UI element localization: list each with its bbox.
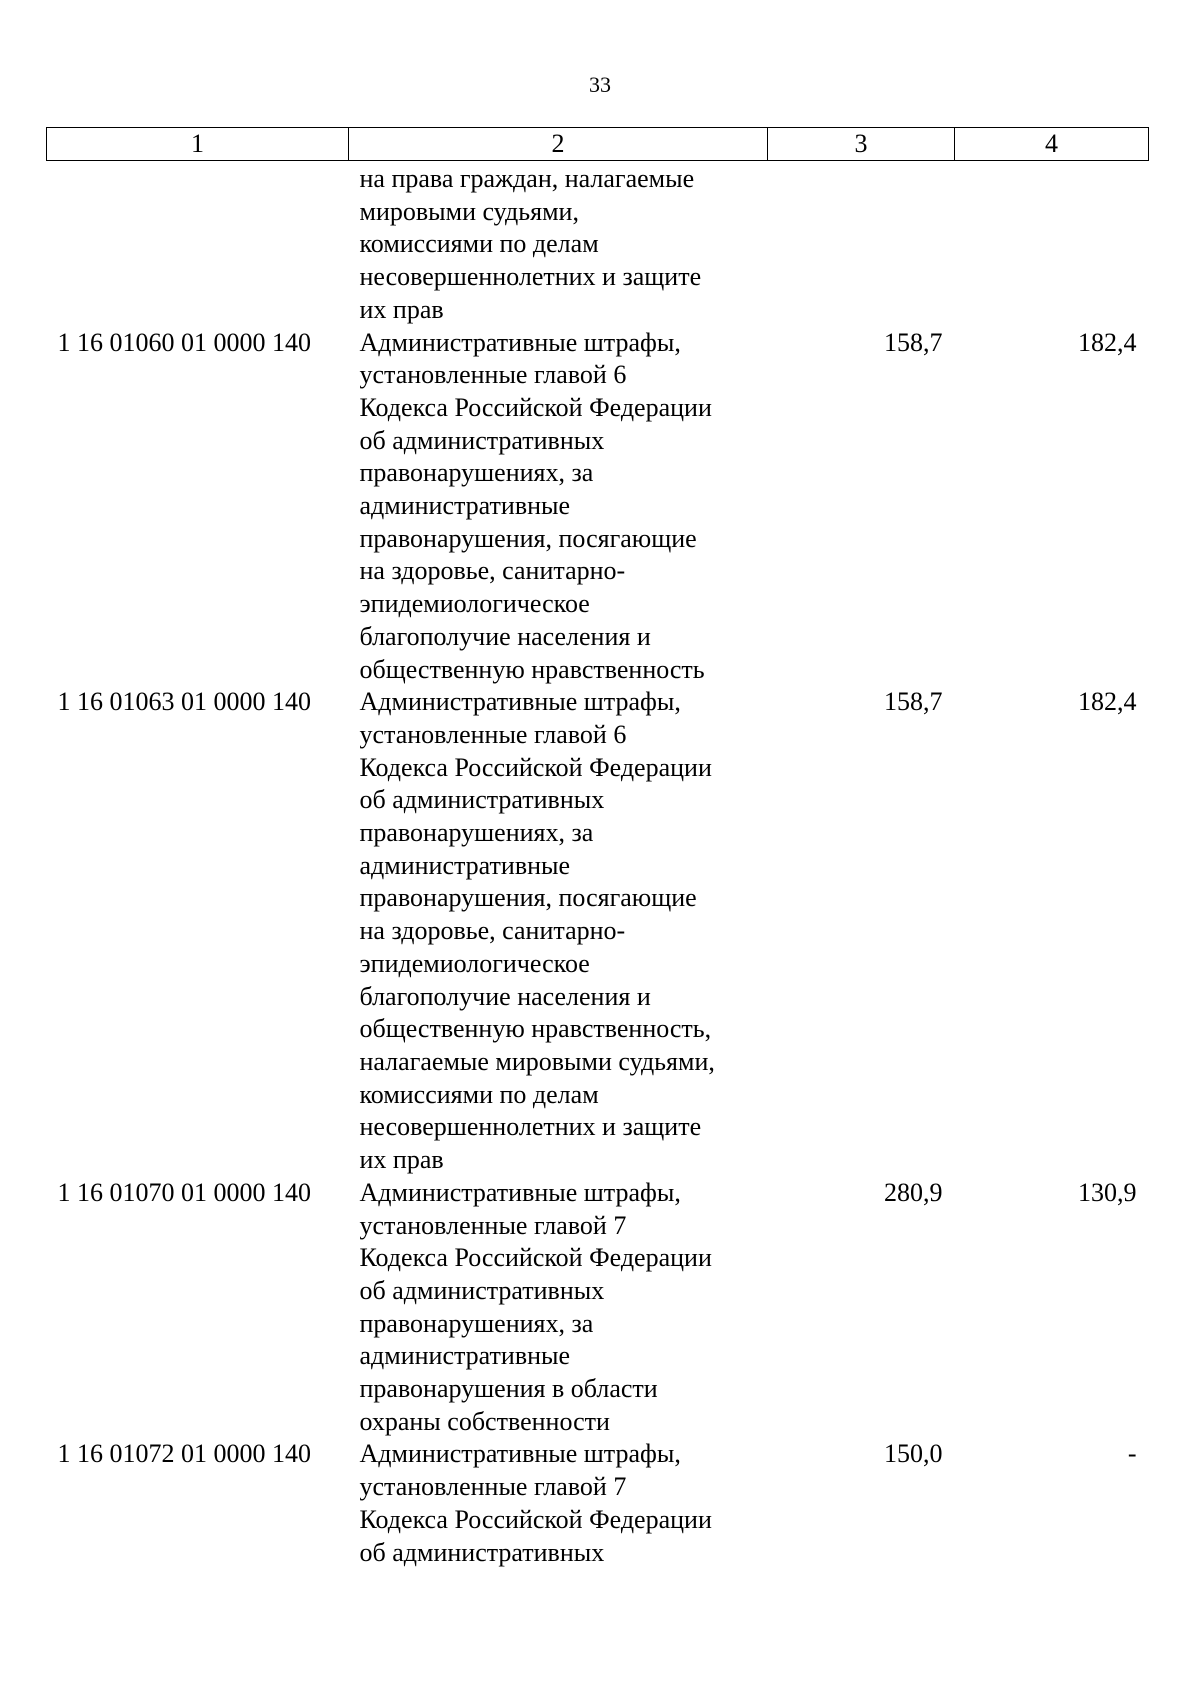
header-column-4: 4	[955, 128, 1149, 161]
row-code: 1 16 01060 01 0000 140	[57, 327, 311, 357]
table-row	[47, 686, 1149, 1177]
row-code: 1 16 01072 01 0000 140	[57, 1439, 311, 1469]
revenue-table-container	[46, 127, 1148, 1569]
row-description: на права граждан, налагаемые мировыми судьями, комиссиями по делам несовершеннолетних и защите их прав	[359, 164, 702, 324]
row-value-4: 130,9	[1078, 1177, 1137, 1207]
table-body	[47, 161, 1149, 1570]
header-column-2: 2	[349, 128, 768, 161]
row-code	[47, 161, 349, 327]
row-value-3: 158,7	[884, 687, 943, 717]
row-value-4: -	[1127, 1439, 1137, 1469]
row-value-3: 150,0	[884, 1439, 943, 1469]
header-column-3: 3	[768, 128, 955, 161]
header-column-1: 1	[47, 128, 349, 161]
table-row	[47, 1438, 1149, 1569]
page-number: 33	[589, 72, 611, 97]
revenue-table	[46, 127, 1149, 1569]
row-description: Административные штрафы, установленные главой 6 Кодекса Российской Федерации об административных правонарушениях, за административные правонарушения, посягающие на здоровье, санитарно- эпидемиологическое благополучие населения и общественную нравственность	[359, 327, 712, 684]
row-value-3: 158,7	[884, 327, 943, 357]
table-row	[47, 1177, 1149, 1439]
row-description: Административные штрафы, установленные главой 7 Кодекса Российской Федерации об административных	[359, 1439, 712, 1567]
row-code: 1 16 01063 01 0000 140	[57, 687, 311, 717]
row-value-4: 182,4	[1078, 687, 1137, 717]
table-header	[47, 128, 1149, 161]
row-value-4	[955, 161, 1149, 327]
row-value-3: 280,9	[884, 1177, 943, 1207]
row-description: Административные штрафы, установленные главой 7 Кодекса Российской Федерации об административных правонарушениях, за административные правонарушения в области охраны собственности	[359, 1177, 712, 1436]
row-value-4: 182,4	[1078, 327, 1137, 357]
table-row	[47, 327, 1149, 687]
row-code: 1 16 01070 01 0000 140	[57, 1177, 311, 1207]
header-row	[47, 128, 1149, 161]
table-row	[47, 161, 1149, 327]
row-value-3	[768, 161, 955, 327]
row-description: Административные штрафы, установленные главой 6 Кодекса Российской Федерации об административных правонарушениях, за административные правонарушения, посягающие на здоровье, санитарно- эпидемиологическое благополучие населения и общественную нравственность, налагаемые мировыми судьями, комиссиями по делам несовершеннолетних и защите их прав	[359, 687, 715, 1175]
